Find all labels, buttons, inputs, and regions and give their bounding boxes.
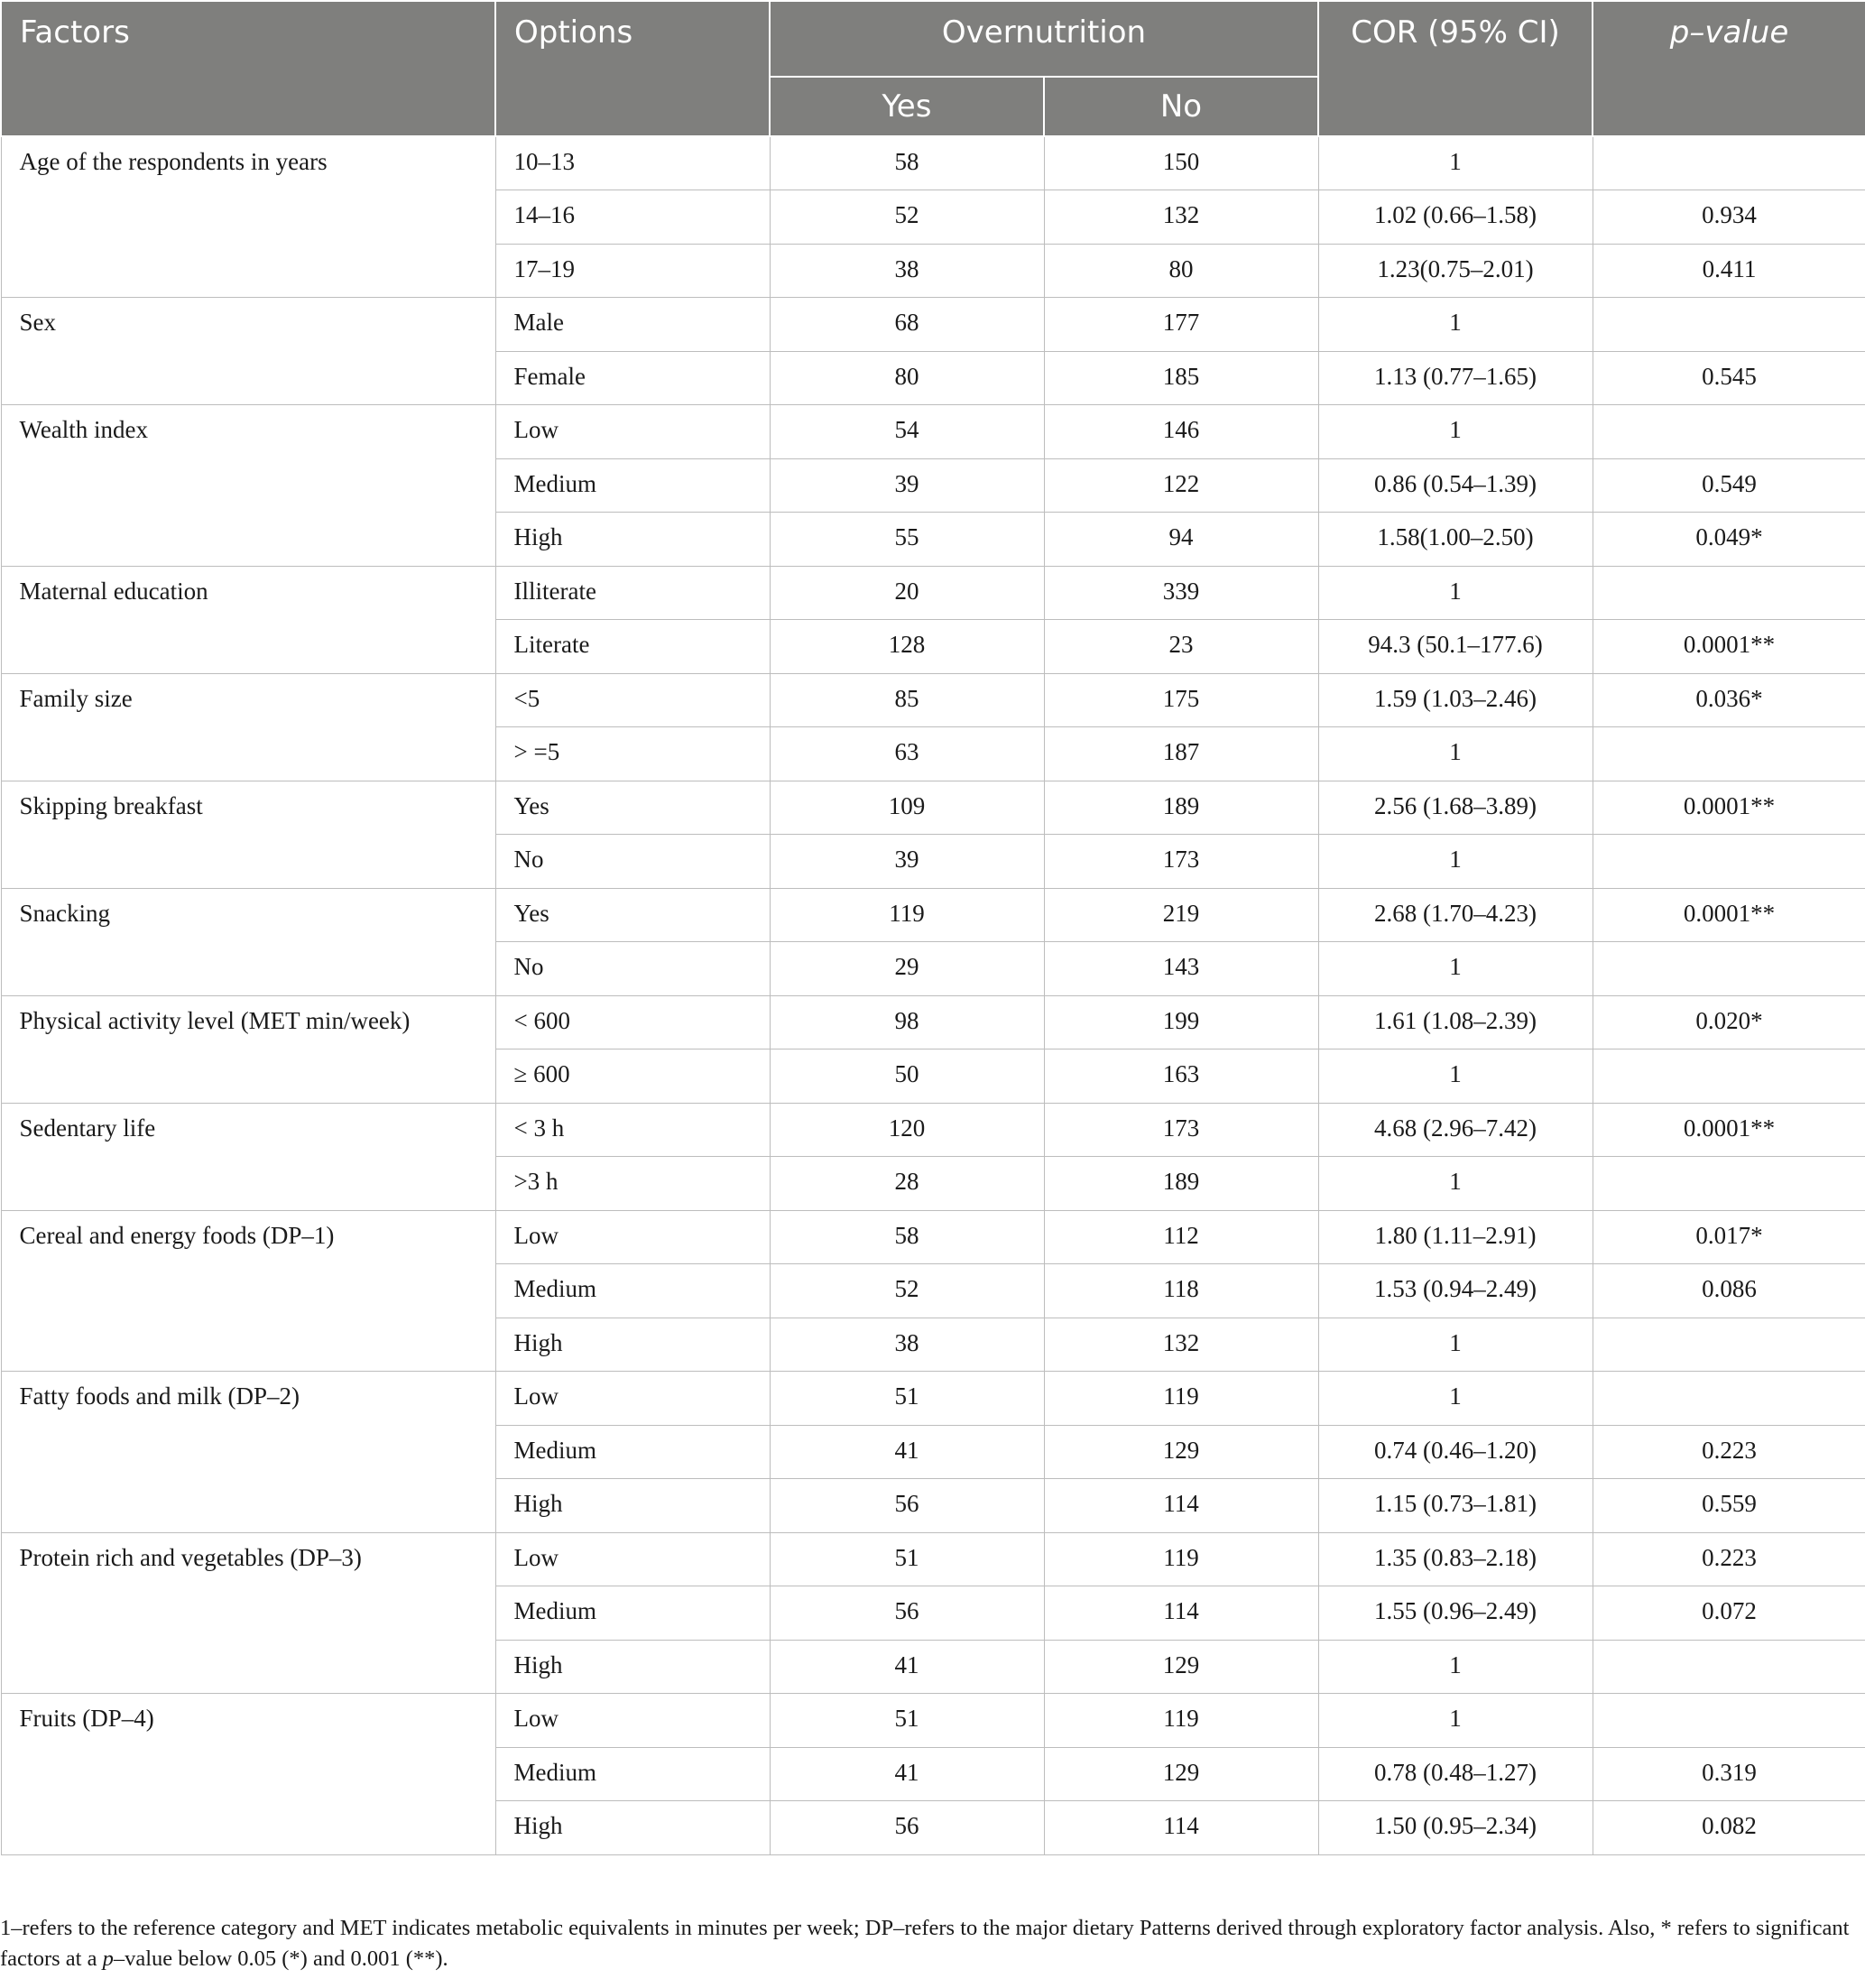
cor-cell: 1 (1318, 566, 1593, 620)
yes-count-cell: 58 (770, 136, 1044, 190)
no-count-cell: 185 (1044, 351, 1318, 405)
no-count-cell: 199 (1044, 995, 1318, 1049)
cor-cell: 1.58(1.00–2.50) (1318, 513, 1593, 567)
cor-cell: 4.68 (2.96–7.42) (1318, 1103, 1593, 1157)
option-cell: High (495, 1640, 770, 1694)
yes-count-cell: 98 (770, 995, 1044, 1049)
pvalue-cell (1593, 1372, 1865, 1426)
cor-cell: 1.13 (0.77–1.65) (1318, 351, 1593, 405)
cor-cell: 1.55 (0.96–2.49) (1318, 1586, 1593, 1641)
header-factors: Factors (1, 1, 495, 136)
option-cell: <5 (495, 673, 770, 727)
yes-count-cell: 38 (770, 244, 1044, 298)
cor-cell: 1.50 (0.95–2.34) (1318, 1801, 1593, 1855)
option-cell: < 3 h (495, 1103, 770, 1157)
table-row (1, 1372, 1865, 1426)
option-cell: No (495, 942, 770, 996)
yes-count-cell: 28 (770, 1157, 1044, 1211)
yes-count-cell: 41 (770, 1425, 1044, 1479)
option-cell: Medium (495, 458, 770, 513)
yes-count-cell: 51 (770, 1372, 1044, 1426)
factor-cell: Physical activity level (MET min/week) (1, 995, 495, 1103)
yes-count-cell: 80 (770, 351, 1044, 405)
table-row (1, 995, 1865, 1049)
table-row (1, 566, 1865, 620)
yes-count-cell: 54 (770, 405, 1044, 459)
no-count-cell: 114 (1044, 1479, 1318, 1533)
pvalue-cell: 0.017* (1593, 1210, 1865, 1264)
factor-cell: Age of the respondents in years (1, 136, 495, 298)
factor-cell: Wealth index (1, 405, 495, 567)
factor-cell: Sex (1, 298, 495, 405)
cor-cell: 0.78 (0.48–1.27) (1318, 1747, 1593, 1801)
yes-count-cell: 85 (770, 673, 1044, 727)
no-count-cell: 119 (1044, 1694, 1318, 1748)
option-cell: Medium (495, 1747, 770, 1801)
header-cor: COR (95% CI) (1318, 1, 1593, 136)
table-row (1, 673, 1865, 727)
cor-cell: 1 (1318, 727, 1593, 781)
cor-cell: 1 (1318, 942, 1593, 996)
yes-count-cell: 120 (770, 1103, 1044, 1157)
factor-cell: Snacking (1, 888, 495, 995)
option-cell: ≥ 600 (495, 1049, 770, 1104)
no-count-cell: 119 (1044, 1372, 1318, 1426)
factor-cell: Family size (1, 673, 495, 781)
no-count-cell: 143 (1044, 942, 1318, 996)
table-row (1, 405, 1865, 459)
option-cell: Low (495, 1694, 770, 1748)
cor-cell: 1.59 (1.03–2.46) (1318, 673, 1593, 727)
factor-cell: Cereal and energy foods (DP–1) (1, 1210, 495, 1372)
cor-cell: 1 (1318, 1157, 1593, 1211)
table-row (1, 781, 1865, 835)
pvalue-cell: 0.0001** (1593, 888, 1865, 942)
factor-cell: Protein rich and vegetables (DP–3) (1, 1532, 495, 1694)
pvalue-cell (1593, 727, 1865, 781)
option-cell: No (495, 835, 770, 889)
pvalue-cell: 0.934 (1593, 190, 1865, 245)
pvalue-cell (1593, 1318, 1865, 1372)
cor-cell: 1.61 (1.08–2.39) (1318, 995, 1593, 1049)
pvalue-cell: 0.411 (1593, 244, 1865, 298)
header-overnutrition: Overnutrition (770, 1, 1318, 77)
option-cell: 17–19 (495, 244, 770, 298)
yes-count-cell: 56 (770, 1586, 1044, 1641)
option-cell: High (495, 1801, 770, 1855)
cor-cell: 94.3 (50.1–177.6) (1318, 620, 1593, 674)
option-cell: Low (495, 1210, 770, 1264)
yes-count-cell: 20 (770, 566, 1044, 620)
no-count-cell: 146 (1044, 405, 1318, 459)
no-count-cell: 119 (1044, 1532, 1318, 1586)
pvalue-cell: 0.223 (1593, 1532, 1865, 1586)
yes-count-cell: 41 (770, 1747, 1044, 1801)
pvalue-cell: 0.559 (1593, 1479, 1865, 1533)
no-count-cell: 339 (1044, 566, 1318, 620)
yes-count-cell: 29 (770, 942, 1044, 996)
pvalue-cell (1593, 1640, 1865, 1694)
pvalue-cell: 0.082 (1593, 1801, 1865, 1855)
cor-cell: 1.80 (1.11–2.91) (1318, 1210, 1593, 1264)
option-cell: Medium (495, 1425, 770, 1479)
table-row (1, 888, 1865, 942)
header-yes: Yes (770, 77, 1044, 136)
no-count-cell: 114 (1044, 1586, 1318, 1641)
pvalue-cell (1593, 942, 1865, 996)
factor-cell: Fatty foods and milk (DP–2) (1, 1372, 495, 1533)
yes-count-cell: 39 (770, 458, 1044, 513)
yes-count-cell: 52 (770, 190, 1044, 245)
cor-cell: 2.56 (1.68–3.89) (1318, 781, 1593, 835)
factor-cell: Skipping breakfast (1, 781, 495, 888)
no-count-cell: 163 (1044, 1049, 1318, 1104)
table-row (1, 1532, 1865, 1586)
table-row (1, 298, 1865, 352)
pvalue-cell (1593, 835, 1865, 889)
option-cell: Low (495, 405, 770, 459)
yes-count-cell: 38 (770, 1318, 1044, 1372)
no-count-cell: 94 (1044, 513, 1318, 567)
table-row (1, 136, 1865, 190)
table-footnote (0, 1909, 1865, 1974)
yes-count-cell: 51 (770, 1694, 1044, 1748)
cor-cell: 1 (1318, 1318, 1593, 1372)
factor-cell: Sedentary life (1, 1103, 495, 1210)
no-count-cell: 129 (1044, 1640, 1318, 1694)
yes-count-cell: 68 (770, 298, 1044, 352)
cor-cell: 0.86 (0.54–1.39) (1318, 458, 1593, 513)
cor-cell: 1 (1318, 1049, 1593, 1104)
header-options: Options (495, 1, 770, 136)
option-cell: < 600 (495, 995, 770, 1049)
cor-cell: 1 (1318, 1640, 1593, 1694)
cor-cell: 1.53 (0.94–2.49) (1318, 1264, 1593, 1318)
no-count-cell: 187 (1044, 727, 1318, 781)
table-body (1, 136, 1865, 1854)
pvalue-cell: 0.223 (1593, 1425, 1865, 1479)
pvalue-cell (1593, 1157, 1865, 1211)
pvalue-cell: 0.036* (1593, 673, 1865, 727)
pvalue-cell: 0.0001** (1593, 781, 1865, 835)
option-cell: Yes (495, 781, 770, 835)
table-header (1, 1, 1865, 136)
no-count-cell: 118 (1044, 1264, 1318, 1318)
cor-cell: 0.74 (0.46–1.20) (1318, 1425, 1593, 1479)
no-count-cell: 173 (1044, 835, 1318, 889)
header-no: No (1044, 77, 1318, 136)
option-cell: 14–16 (495, 190, 770, 245)
footnote-text-2: –value below 0.05 (*) and 0.001 (**). (113, 1946, 448, 1971)
no-count-cell: 132 (1044, 1318, 1318, 1372)
no-count-cell: 150 (1044, 136, 1318, 190)
option-cell: Yes (495, 888, 770, 942)
cor-cell: 1 (1318, 1694, 1593, 1748)
no-count-cell: 129 (1044, 1747, 1318, 1801)
factor-cell: Fruits (DP–4) (1, 1694, 495, 1855)
pvalue-cell: 0.086 (1593, 1264, 1865, 1318)
yes-count-cell: 41 (770, 1640, 1044, 1694)
pvalue-cell: 0.072 (1593, 1586, 1865, 1641)
cor-cell: 1 (1318, 1372, 1593, 1426)
option-cell: Female (495, 351, 770, 405)
no-count-cell: 114 (1044, 1801, 1318, 1855)
no-count-cell: 132 (1044, 190, 1318, 245)
yes-count-cell: 119 (770, 888, 1044, 942)
option-cell: >3 h (495, 1157, 770, 1211)
cor-cell: 1 (1318, 136, 1593, 190)
pvalue-cell: 0.549 (1593, 458, 1865, 513)
no-count-cell: 189 (1044, 781, 1318, 835)
option-cell: Male (495, 298, 770, 352)
cor-cell: 1.15 (0.73–1.81) (1318, 1479, 1593, 1533)
no-count-cell: 122 (1044, 458, 1318, 513)
pvalue-cell (1593, 298, 1865, 352)
yes-count-cell: 50 (770, 1049, 1044, 1104)
yes-count-cell: 56 (770, 1801, 1044, 1855)
no-count-cell: 80 (1044, 244, 1318, 298)
pvalue-cell: 0.049* (1593, 513, 1865, 567)
option-cell: High (495, 513, 770, 567)
cor-cell: 2.68 (1.70–4.23) (1318, 888, 1593, 942)
yes-count-cell: 51 (770, 1532, 1044, 1586)
no-count-cell: 219 (1044, 888, 1318, 942)
yes-count-cell: 109 (770, 781, 1044, 835)
pvalue-cell (1593, 136, 1865, 190)
pvalue-cell: 0.545 (1593, 351, 1865, 405)
cor-cell: 1.02 (0.66–1.58) (1318, 190, 1593, 245)
pvalue-cell: 0.319 (1593, 1747, 1865, 1801)
table-row (1, 1103, 1865, 1157)
option-cell: High (495, 1318, 770, 1372)
option-cell: Low (495, 1532, 770, 1586)
pvalue-cell: 0.0001** (1593, 1103, 1865, 1157)
table-row (1, 1694, 1865, 1748)
table-row (1, 1210, 1865, 1264)
footnote-text-1: 1–refers to the reference category and MET indicates metabolic equivalents in minutes per week; DP–refers to the major dietary Patterns derived through exploratory factor analysis. Also, * refers to significant factors at a (0, 1916, 1850, 1971)
cor-cell: 1 (1318, 835, 1593, 889)
yes-count-cell: 58 (770, 1210, 1044, 1264)
option-cell: 10–13 (495, 136, 770, 190)
no-count-cell: 175 (1044, 673, 1318, 727)
yes-count-cell: 63 (770, 727, 1044, 781)
cor-cell: 1 (1318, 405, 1593, 459)
footnote-text-italic: p (102, 1946, 114, 1971)
option-cell: High (495, 1479, 770, 1533)
yes-count-cell: 52 (770, 1264, 1044, 1318)
no-count-cell: 173 (1044, 1103, 1318, 1157)
yes-count-cell: 39 (770, 835, 1044, 889)
no-count-cell: 23 (1044, 620, 1318, 674)
no-count-cell: 129 (1044, 1425, 1318, 1479)
option-cell: Medium (495, 1264, 770, 1318)
option-cell: > =5 (495, 727, 770, 781)
cor-cell: 1.35 (0.83–2.18) (1318, 1532, 1593, 1586)
pvalue-cell: 0.020* (1593, 995, 1865, 1049)
pvalue-cell (1593, 405, 1865, 459)
header-pvalue: p–value (1593, 1, 1865, 136)
option-cell: Low (495, 1372, 770, 1426)
pvalue-cell: 0.0001** (1593, 620, 1865, 674)
cor-cell: 1 (1318, 298, 1593, 352)
yes-count-cell: 56 (770, 1479, 1044, 1533)
pvalue-cell (1593, 1694, 1865, 1748)
no-count-cell: 112 (1044, 1210, 1318, 1264)
option-cell: Literate (495, 620, 770, 674)
cor-cell: 1.23(0.75–2.01) (1318, 244, 1593, 298)
yes-count-cell: 128 (770, 620, 1044, 674)
factor-cell: Maternal education (1, 566, 495, 673)
option-cell: Illiterate (495, 566, 770, 620)
yes-count-cell: 55 (770, 513, 1044, 567)
pvalue-cell (1593, 1049, 1865, 1104)
no-count-cell: 177 (1044, 298, 1318, 352)
pvalue-cell (1593, 566, 1865, 620)
no-count-cell: 189 (1044, 1157, 1318, 1211)
option-cell: Medium (495, 1586, 770, 1641)
